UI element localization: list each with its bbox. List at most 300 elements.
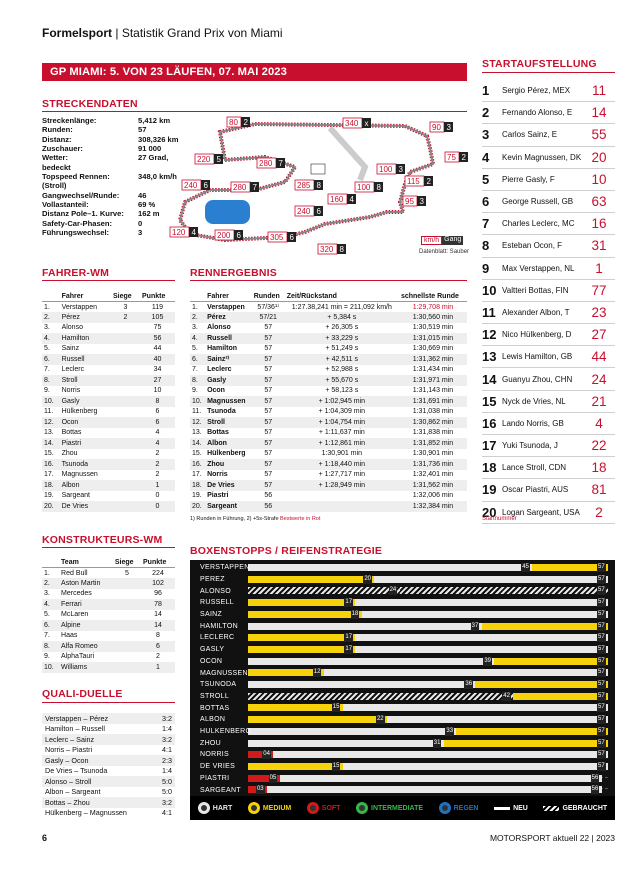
table-cell: 5. bbox=[44, 611, 50, 619]
legend-item-hard bbox=[198, 802, 232, 814]
track-data-key: Distanz Pole–1. Kurve: bbox=[42, 209, 124, 219]
grid-row bbox=[482, 213, 615, 235]
stint-driver: LECLERC bbox=[200, 634, 235, 642]
table-cell: 1:27.38,241 min = 211,092 km/h bbox=[291, 303, 392, 311]
table-row bbox=[42, 652, 175, 663]
stint-driver: GASLY bbox=[200, 646, 225, 654]
table-cell: 13. bbox=[192, 429, 202, 437]
grid-row bbox=[482, 324, 615, 346]
grid-start-number: 10 bbox=[591, 171, 607, 187]
table-cell: 10 bbox=[153, 387, 162, 395]
grid-position: 8 bbox=[482, 238, 490, 254]
grid-position: 12 bbox=[482, 327, 497, 343]
table-cell bbox=[111, 375, 140, 386]
stint-end-lap: 05 bbox=[269, 774, 277, 781]
column-header: Fahrer bbox=[205, 291, 252, 302]
table-cell: 1:31,838 min bbox=[412, 429, 454, 437]
grid-start-number: 27 bbox=[591, 327, 607, 343]
table-cell: 14. bbox=[42, 438, 60, 449]
stint-end-lap: 57 bbox=[598, 622, 605, 629]
table-cell bbox=[111, 407, 140, 418]
table-row bbox=[42, 480, 175, 491]
tyre-stint-medium bbox=[475, 681, 608, 688]
corner-label bbox=[182, 180, 210, 190]
table-cell: 8 bbox=[156, 632, 160, 640]
table-cell: Piastri bbox=[207, 492, 229, 500]
table-row bbox=[190, 491, 467, 502]
stint-row bbox=[190, 762, 615, 772]
corner-speed: 220 bbox=[197, 155, 211, 164]
table-cell: Verstappen bbox=[207, 303, 245, 311]
table-row bbox=[42, 312, 175, 323]
table-cell: 2 bbox=[140, 459, 175, 470]
tyre-stint-hard bbox=[248, 587, 400, 594]
legend-speed: km/h bbox=[421, 236, 442, 245]
corner-speed: 280 bbox=[233, 183, 247, 192]
duel-pair: Alonso – Stroll bbox=[42, 776, 155, 787]
stint-end-lap: 57 bbox=[598, 564, 605, 570]
corner-speed: 115 bbox=[407, 177, 420, 186]
stint-row bbox=[190, 739, 615, 749]
stint-end-lap: 57 bbox=[598, 599, 605, 606]
grid-row bbox=[482, 346, 615, 368]
table-cell: 16. bbox=[190, 459, 205, 470]
grid-driver: Pierre Gasly, F bbox=[502, 174, 555, 184]
table-cell: 16. bbox=[42, 459, 60, 470]
table-cell: Red Bull bbox=[61, 569, 88, 577]
table-row bbox=[190, 354, 467, 365]
corner-label bbox=[430, 122, 453, 132]
table-cell bbox=[113, 578, 141, 589]
track-data-value: 3 bbox=[138, 228, 143, 238]
table-cell: 1:31,562 min bbox=[399, 480, 467, 491]
table-cell: Bottas bbox=[207, 429, 229, 437]
grid-driver: Kevin Magnussen, DK bbox=[502, 152, 582, 162]
table-cell: 2 bbox=[156, 653, 160, 661]
table-cell: 3. bbox=[44, 590, 50, 598]
column-header: Siege bbox=[113, 557, 141, 568]
stint-driver: SAINZ bbox=[200, 611, 223, 619]
stint-row bbox=[190, 668, 615, 678]
duel-score: 4:1 bbox=[162, 808, 172, 818]
grid-position: 14 bbox=[482, 371, 497, 387]
corner-speed: 340 bbox=[345, 119, 359, 128]
grid-row bbox=[482, 479, 615, 501]
grid-driver: Nyck de Vries, NL bbox=[502, 396, 566, 406]
table-cell: 15. bbox=[44, 450, 54, 458]
table-cell: 2 bbox=[155, 471, 160, 479]
corner-label bbox=[377, 164, 405, 174]
column-header: Runden bbox=[252, 291, 285, 302]
corner-speed: 100 bbox=[357, 183, 371, 192]
grid-driver: Lewis Hamilton, GB bbox=[502, 352, 573, 362]
table-cell: Sargeant bbox=[205, 501, 252, 512]
table-cell: 12. bbox=[42, 417, 60, 428]
stint-end-lap: 15 bbox=[332, 762, 340, 769]
table-cell: 75 bbox=[153, 324, 162, 332]
table-row bbox=[190, 302, 467, 313]
corner-gear: 4 bbox=[191, 228, 196, 237]
table-cell: 57 bbox=[264, 345, 273, 353]
table-row bbox=[42, 599, 175, 610]
table-cell: 4 bbox=[140, 438, 175, 449]
table-header-row bbox=[190, 291, 467, 302]
tyre-stint-hard bbox=[248, 681, 475, 688]
stint-row bbox=[190, 715, 615, 725]
table-cell bbox=[111, 396, 140, 407]
grid-driver: Oscar Piastri, AUS bbox=[502, 485, 569, 495]
table-cell: 10. bbox=[42, 396, 60, 407]
table-cell: + 55,670 s bbox=[285, 375, 399, 386]
table-cell: 27 bbox=[140, 375, 175, 386]
table-cell: De Vries bbox=[60, 501, 111, 512]
table-cell bbox=[111, 365, 140, 376]
grid-position: 16 bbox=[482, 415, 497, 431]
stint-end-lap: 57 bbox=[598, 727, 605, 734]
table-cell: Hamilton bbox=[60, 333, 111, 344]
stint-end-lap: 57 bbox=[598, 739, 605, 746]
table-row bbox=[42, 610, 175, 621]
table-cell bbox=[111, 428, 140, 439]
table-cell: 0 bbox=[140, 501, 175, 512]
table-row bbox=[42, 662, 175, 673]
stint-row bbox=[190, 563, 615, 573]
grid-start-number: 24 bbox=[591, 371, 607, 387]
grid-position: 10 bbox=[482, 282, 497, 298]
table-cell: 2. bbox=[190, 312, 205, 323]
table-cell: 7. bbox=[192, 366, 198, 374]
table-cell: Sainz²⁾ bbox=[205, 354, 252, 365]
table-cell: Zhou bbox=[61, 450, 78, 458]
table-cell: Aston Martin bbox=[59, 578, 113, 589]
duel-score: 1:4 bbox=[162, 724, 172, 734]
table-cell: 2. bbox=[42, 578, 59, 589]
corner-gear: 2 bbox=[426, 177, 431, 186]
driver-standings-table bbox=[42, 291, 175, 512]
table-cell: Sargeant bbox=[61, 492, 90, 500]
stint-driver: ALBON bbox=[200, 716, 226, 724]
table-cell: 3. bbox=[44, 324, 50, 332]
tyre-stint-medium bbox=[456, 728, 608, 735]
table-cell bbox=[113, 599, 141, 610]
stint-end-lap: 56 bbox=[591, 786, 599, 793]
stint-end-lap: 57 bbox=[598, 610, 605, 617]
grid-row bbox=[482, 124, 615, 146]
stint-end-lap: 18 bbox=[351, 610, 359, 617]
table-cell: 224 bbox=[152, 569, 164, 577]
track-data-key: Führungswechsel: bbox=[42, 228, 110, 238]
table-cell: AlphaTauri bbox=[61, 653, 95, 661]
lake bbox=[205, 200, 250, 224]
table-cell bbox=[111, 438, 140, 449]
grid-row bbox=[482, 191, 615, 213]
tyre-stint-medium bbox=[248, 634, 355, 641]
section-title-boxenstopps: BOXENSTOPPS / REIFENSTRATEGIE bbox=[190, 545, 383, 557]
table-cell: 5. bbox=[192, 345, 198, 353]
grid-driver: Alexander Albon, T bbox=[502, 307, 570, 317]
table-cell: 57/21 bbox=[252, 312, 285, 323]
table-cell bbox=[113, 589, 141, 600]
table-cell: 57 bbox=[252, 438, 285, 449]
result-footnote bbox=[190, 516, 320, 522]
table-cell: + 1:04,754 min bbox=[285, 417, 399, 428]
duel-row bbox=[42, 808, 175, 819]
duel-score: 4:1 bbox=[162, 745, 172, 755]
tyre-stint-medium bbox=[248, 576, 374, 583]
stint-driver: BOTTAS bbox=[200, 704, 230, 712]
tyre-stint-hard bbox=[248, 728, 456, 735]
track-data-value: 57 bbox=[138, 125, 147, 135]
duel-row bbox=[42, 776, 175, 787]
table-cell: 57 bbox=[264, 450, 273, 458]
table-cell: + 5,384 s bbox=[285, 312, 399, 323]
duel-pair: Hülkenberg – Magnussen bbox=[45, 808, 127, 818]
table-cell: 6. bbox=[42, 354, 60, 365]
stint-end-lap: 31 bbox=[433, 739, 441, 746]
stint-end-lap: 57 bbox=[598, 762, 605, 769]
table-cell: 9. bbox=[44, 387, 50, 395]
grid-driver: Valtteri Bottas, FIN bbox=[502, 285, 569, 295]
table-row bbox=[42, 459, 175, 470]
legend-label: GEBRAUCHT bbox=[562, 804, 608, 812]
stint-row bbox=[190, 633, 615, 643]
table-cell: 5 bbox=[124, 569, 129, 577]
table-cell: 3 bbox=[123, 303, 128, 311]
starting-grid-list bbox=[482, 80, 615, 524]
table-cell: 1:29,708 min bbox=[412, 303, 454, 311]
table-cell: 6 bbox=[140, 417, 175, 428]
table-cell bbox=[111, 449, 140, 460]
corner-gear: 8 bbox=[339, 245, 344, 254]
grid-position: 11 bbox=[482, 304, 496, 320]
duel-pair: Verstappen – Pérez bbox=[42, 713, 155, 724]
table-cell: 57 bbox=[252, 396, 285, 407]
corner-speed: 285 bbox=[297, 181, 311, 190]
stint-driver: HULKENBERG bbox=[200, 728, 252, 736]
grid-row bbox=[482, 280, 615, 302]
grid-start-number: 63 bbox=[591, 194, 607, 210]
race-result-table bbox=[190, 291, 467, 512]
stint-row bbox=[190, 680, 615, 690]
section-title-rennergebnis: RENNERGEBNIS bbox=[190, 267, 277, 279]
column-header: schnellste Runde bbox=[399, 291, 467, 302]
table-cell: Zhou bbox=[205, 459, 252, 470]
table-cell: 105 bbox=[140, 312, 175, 323]
table-cell: Norris bbox=[207, 471, 228, 479]
track-data-key: Gangwechsel/Runde: bbox=[42, 190, 120, 200]
tyre-stint-medium bbox=[248, 599, 355, 606]
table-cell: 57 bbox=[252, 480, 285, 491]
grid-driver: Carlos Sainz, E bbox=[502, 130, 558, 140]
track-data-key: Runden: bbox=[42, 125, 73, 135]
track-data-key: Wetter: bbox=[42, 153, 69, 163]
tyre-icon bbox=[248, 802, 260, 814]
table-cell: 44 bbox=[153, 345, 162, 353]
corner-gear: 7 bbox=[278, 159, 283, 168]
track-data-key: Vollastanteil: bbox=[42, 200, 89, 210]
stint-row bbox=[190, 692, 615, 702]
hatched-line-icon bbox=[543, 806, 559, 811]
stint-end-lap: 15 bbox=[332, 704, 340, 711]
page-header: Formelsport | Statistik Grand Prix von Miami bbox=[42, 26, 283, 40]
stint-end-lap: 17 bbox=[345, 645, 353, 652]
table-cell: 6. bbox=[190, 354, 205, 365]
grid-driver: Sergio Pérez, MEX bbox=[502, 86, 571, 96]
corner-gear: 2 bbox=[243, 118, 248, 127]
stint-end-lap: 57 bbox=[598, 692, 605, 699]
tyre-stint-medium bbox=[444, 740, 608, 747]
stint-end-lap: 20 bbox=[364, 575, 371, 582]
track-data-key: Streckenlänge: bbox=[42, 116, 97, 125]
result-footnote-text: 1) Runden in Führung, 2) +5s-Strafe bbox=[190, 516, 279, 522]
duel-row bbox=[42, 766, 175, 777]
table-row bbox=[42, 568, 175, 579]
grid-start-number: 1 bbox=[595, 260, 603, 276]
table-row bbox=[42, 578, 175, 589]
corner-speed: 240 bbox=[184, 181, 198, 190]
grid-row bbox=[482, 80, 615, 102]
duel-score: 3:2 bbox=[155, 797, 175, 808]
table-cell: Pérez bbox=[205, 312, 252, 323]
table-row bbox=[190, 428, 467, 439]
table-cell: + 1:02,945 min bbox=[285, 396, 399, 407]
table-cell: + 1:27,717 min bbox=[318, 471, 366, 479]
tyre-stint-hard bbox=[267, 786, 602, 793]
duel-pair: Gasly – Ocon bbox=[42, 755, 155, 766]
track-data-value: 162 m bbox=[138, 209, 160, 219]
grid-position: 17 bbox=[482, 438, 497, 454]
duel-row bbox=[42, 745, 175, 756]
tyre-stint-hard bbox=[355, 646, 608, 653]
grid-row bbox=[482, 368, 615, 390]
table-cell: 17. bbox=[44, 471, 54, 479]
table-row bbox=[42, 323, 175, 334]
table-row bbox=[190, 333, 467, 344]
table-cell bbox=[113, 610, 141, 621]
table-cell bbox=[111, 344, 140, 355]
legend-item-neu bbox=[494, 805, 528, 812]
stint-row bbox=[190, 750, 615, 760]
table-cell: 11. bbox=[192, 408, 202, 416]
result-footnote-red: Bestwerte in Rot bbox=[280, 516, 321, 522]
table-cell: 15. bbox=[192, 450, 202, 458]
tyre-stint-hard bbox=[248, 623, 482, 630]
grid-row bbox=[482, 302, 615, 324]
grid-driver: Max Verstappen, NL bbox=[502, 263, 575, 273]
table-cell: 17. bbox=[192, 471, 202, 479]
duel-row bbox=[42, 724, 175, 735]
start-footnote: Startnummer bbox=[482, 516, 517, 522]
corner-label bbox=[355, 182, 383, 192]
quali-duels-table bbox=[42, 713, 175, 818]
tyre-icon bbox=[307, 802, 319, 814]
corner-gear: 2 bbox=[461, 153, 466, 162]
table-cell: Leclerc bbox=[61, 366, 85, 374]
table-cell: 40 bbox=[140, 354, 175, 365]
corner-label bbox=[405, 176, 433, 186]
table-cell: 57 bbox=[252, 354, 285, 365]
corner-label bbox=[195, 154, 223, 164]
table-cell: 14 bbox=[141, 620, 175, 631]
grid-start-number: 21 bbox=[591, 393, 607, 409]
table-cell: 6 bbox=[141, 641, 175, 652]
table-row bbox=[190, 470, 467, 481]
race-banner: GP MIAMI: 5. VON 23 LÄUFEN, 07. MAI 2023 bbox=[42, 63, 467, 81]
table-cell: Sainz bbox=[61, 345, 80, 353]
corner-gear: 6 bbox=[316, 207, 321, 216]
table-cell: 1:30,560 min bbox=[399, 312, 467, 323]
stint-end-lap: 33 bbox=[446, 727, 454, 734]
stint-end-lap: 42 bbox=[503, 692, 510, 699]
stint-end-lap: 57 bbox=[598, 657, 605, 664]
table-row bbox=[190, 323, 467, 334]
track-data-value: 348,0 km/h (Stroll) bbox=[42, 172, 177, 191]
table-cell: Alpine bbox=[59, 620, 113, 631]
table-cell: 18. bbox=[42, 480, 60, 491]
table-cell: 14. bbox=[190, 438, 205, 449]
grid-position: 19 bbox=[482, 482, 497, 498]
table-row bbox=[190, 396, 467, 407]
table-cell bbox=[111, 491, 140, 502]
tyre-stint-hard bbox=[355, 634, 608, 641]
corner-speed: 90 bbox=[432, 123, 441, 132]
table-cell: Russell bbox=[205, 333, 252, 344]
tyre-legend bbox=[190, 796, 615, 820]
grid-position: 9 bbox=[482, 260, 490, 276]
table-cell: + 1:18,440 min bbox=[285, 459, 399, 470]
stint-driver: TSUNODA bbox=[200, 681, 237, 689]
table-cell: 57 bbox=[252, 459, 285, 470]
table-cell: + 1:12,861 min bbox=[285, 438, 399, 449]
legend-label: REGEN bbox=[453, 804, 479, 812]
brand-label: Formelsport bbox=[42, 26, 113, 40]
stint-driver: VERSTAPPEN bbox=[200, 564, 250, 572]
table-cell: 3. bbox=[192, 324, 198, 332]
grid-position: 1 bbox=[482, 83, 490, 99]
table-row bbox=[190, 449, 467, 460]
grid-start-number: 4 bbox=[595, 415, 603, 431]
table-cell: Russell bbox=[60, 354, 111, 365]
corner-label bbox=[268, 232, 296, 242]
table-row bbox=[42, 470, 175, 481]
grid-start-number: 81 bbox=[591, 482, 607, 498]
stint-end-lap: 36 bbox=[465, 681, 473, 687]
table-row bbox=[190, 312, 467, 323]
table-row bbox=[190, 344, 467, 355]
tyre-stint-hard bbox=[248, 658, 494, 665]
table-cell: 19. bbox=[192, 492, 202, 500]
duel-score: 5:0 bbox=[162, 787, 172, 797]
table-cell: Haas bbox=[61, 632, 78, 640]
duel-score: 1:4 bbox=[162, 766, 172, 776]
grid-driver: Guanyu Zhou, CHN bbox=[502, 374, 573, 384]
tyre-stint-hard bbox=[280, 775, 602, 782]
table-row bbox=[42, 491, 175, 502]
table-cell bbox=[111, 386, 140, 397]
table-cell: Ocon bbox=[60, 417, 111, 428]
table-cell: 4. bbox=[42, 333, 60, 344]
legend-item-soft bbox=[307, 802, 341, 814]
grid-driver: Nico Hülkenberg, D bbox=[502, 330, 572, 340]
legend-item-gebraucht bbox=[543, 805, 607, 812]
grid-driver: Lando Norris, GB bbox=[502, 418, 564, 428]
tyre-stint-medium bbox=[248, 704, 343, 711]
grid-row bbox=[482, 169, 615, 191]
table-row bbox=[42, 641, 175, 652]
grid-row bbox=[482, 391, 615, 413]
corner-label bbox=[227, 117, 250, 127]
duel-pair: Hamilton – Russell bbox=[45, 724, 105, 734]
